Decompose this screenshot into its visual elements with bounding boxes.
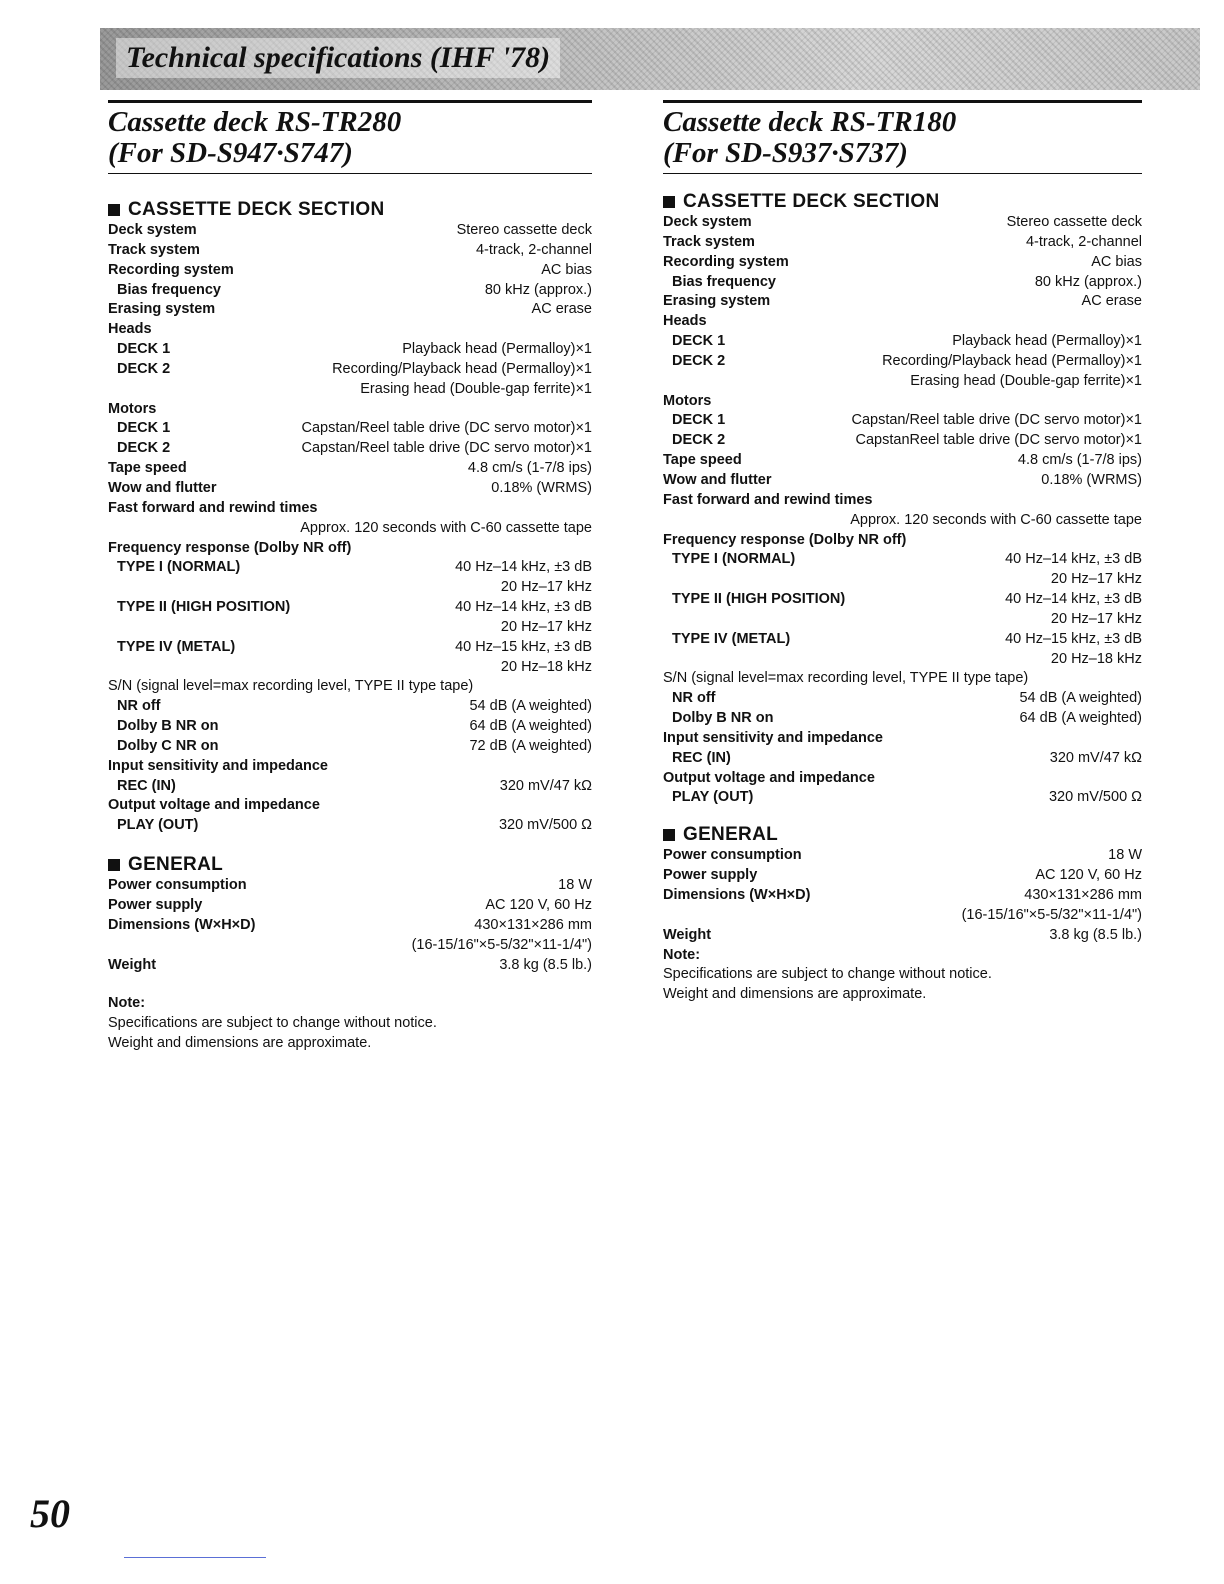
spec-row: NR off 54 dB (A weighted) (672, 690, 1142, 707)
spec-group-label: Heads (663, 313, 707, 330)
note-label: Note: (108, 995, 146, 1012)
spec-row: Power supply AC 120 V, 60 Hz (663, 867, 1142, 884)
spec-row: PLAY (OUT) 320 mV/500 Ω (117, 817, 592, 834)
note-text: Specifications are subject to change without notice. (108, 1015, 437, 1032)
section-heading-cassette-deck: CASSETTE DECK SECTION (108, 199, 592, 221)
spec-row: TYPE II (HIGH POSITION) 40 Hz–14 kHz, ±3 dB (117, 599, 592, 616)
spec-row: Wow and flutter 0.18% (WRMS) (108, 479, 592, 496)
spec-row: Tape speed 4.8 cm/s (1-7/8 ips) (108, 460, 592, 477)
spec-column-rs-tr180 (663, 100, 1142, 1005)
page-heading: Technical specifications (IHF '78) (116, 38, 560, 78)
footer-rule (124, 1557, 266, 1558)
spec-row-continuation: (16-15/16"×5-5/32"×11-1/4") (411, 936, 592, 953)
spec-row-continuation: 20 Hz–17 kHz (1050, 571, 1142, 588)
spec-column-rs-tr280 (108, 100, 592, 1054)
spec-row: Dolby B NR on 64 dB (A weighted) (672, 710, 1142, 727)
spec-row-continuation: 20 Hz–17 kHz (500, 618, 592, 635)
spec-group-label: Input sensitivity and impedance (108, 757, 328, 774)
spec-row: Power consumption 18 W (108, 877, 592, 894)
spec-row: Erasing system AC erase (108, 301, 592, 318)
bullet-square-icon (108, 859, 120, 871)
spec-row: Track system 4-track, 2-channel (108, 241, 592, 258)
spec-row-continuation: (16-15/16"×5-5/32"×11-1/4") (961, 906, 1142, 923)
spec-row: REC (IN) 320 mV/47 kΩ (672, 749, 1142, 766)
model-title-line2: (For SD-S937·S737) (663, 137, 908, 169)
note-label: Note: (663, 946, 701, 963)
title-rule-top (663, 100, 1142, 103)
spec-row-continuation: Approx. 120 seconds with C-60 cassette tape (850, 511, 1142, 528)
bullet-square-icon (108, 204, 120, 216)
spec-row: Dimensions (W×H×D) 430×131×286 mm (663, 887, 1142, 903)
spec-row-continuation: 20 Hz–17 kHz (1050, 610, 1142, 627)
note-text: Weight and dimensions are approximate. (663, 986, 927, 1003)
spec-row: Track system 4-track, 2-channel (663, 233, 1142, 250)
spec-group-label: Output voltage and impedance (663, 769, 875, 786)
spec-row: Bias frequency 80 kHz (approx.) (672, 273, 1142, 290)
spec-group-label: Motors (663, 392, 712, 409)
spec-row: TYPE IV (METAL) 40 Hz–15 kHz, ±3 dB (672, 630, 1142, 647)
spec-row-continuation: Erasing head (Double-gap ferrite)×1 (360, 380, 592, 397)
spec-row: Weight 3.8 kg (8.5 lb.) (663, 926, 1142, 943)
spec-row: Erasing system AC erase (663, 293, 1142, 310)
spec-row: TYPE I (NORMAL) 40 Hz–14 kHz, ±3 dB (672, 551, 1142, 568)
note-text: Specifications are subject to change without notice. (663, 966, 992, 983)
model-title (108, 107, 592, 169)
spec-row: Dolby C NR on 72 dB (A weighted) (117, 737, 592, 754)
spec-group-label: Input sensitivity and impedance (663, 729, 883, 746)
spec-row: Wow and flutter 0.18% (WRMS) (663, 471, 1142, 488)
spec-row: TYPE IV (METAL) 40 Hz–15 kHz, ±3 dB (117, 638, 592, 655)
spec-row: DECK 2 Capstan/Reel table drive (DC servo motor)×1 (117, 440, 592, 457)
spec-row: DECK 2 Recording/Playback head (Permalloy)×1 (672, 352, 1142, 369)
spec-group-label: Fast forward and rewind times (663, 491, 873, 508)
note-text: Weight and dimensions are approximate. (108, 1035, 372, 1052)
spec-group-label: S/N (signal level=max recording level, TYPE II type tape) (663, 670, 1029, 687)
spec-row-continuation: 20 Hz–18 kHz (1050, 650, 1142, 667)
spec-row-continuation: 20 Hz–17 kHz (500, 579, 592, 596)
spec-row: PLAY (OUT) 320 mV/500 Ω (672, 789, 1142, 806)
spec-row: Tape speed 4.8 cm/s (1-7/8 ips) (663, 452, 1142, 469)
spec-row: REC (IN) 320 mV/47 kΩ (117, 777, 592, 794)
spec-row: Recording system AC bias (108, 261, 592, 278)
section-heading-general: GENERAL (108, 854, 592, 876)
spec-group-label: Fast forward and rewind times (108, 499, 318, 516)
spec-row: Bias frequency 80 kHz (approx.) (117, 281, 592, 298)
spec-row: DECK 1 Playback head (Permalloy)×1 (672, 333, 1142, 350)
title-rule-top (108, 100, 592, 103)
spec-group-label: Output voltage and impedance (108, 797, 320, 814)
model-title (663, 107, 1142, 169)
model-title-line2: (For SD-S947·S747) (108, 137, 353, 169)
spec-row: TYPE II (HIGH POSITION) 40 Hz–14 kHz, ±3 dB (672, 591, 1142, 608)
spec-group-label: Heads (108, 321, 152, 338)
spec-row: DECK 2 CapstanReel table drive (DC servo motor)×1 (672, 432, 1142, 449)
spec-row-continuation: Approx. 120 seconds with C-60 cassette tape (300, 519, 592, 536)
header-banner (100, 28, 1200, 90)
model-title-line1: Cassette deck RS-TR280 (108, 106, 402, 138)
spec-row-continuation: Erasing head (Double-gap ferrite)×1 (910, 372, 1142, 389)
model-title-line1: Cassette deck RS-TR180 (663, 106, 957, 138)
spec-row: Dolby B NR on 64 dB (A weighted) (117, 718, 592, 735)
bullet-square-icon (663, 196, 675, 208)
section-heading-cassette-deck: CASSETTE DECK SECTION (663, 191, 1142, 213)
spec-row: DECK 1 Playback head (Permalloy)×1 (117, 341, 592, 358)
spec-row: Power supply AC 120 V, 60 Hz (108, 897, 592, 913)
spec-row: NR off 54 dB (A weighted) (117, 698, 592, 715)
spec-row: Power consumption 18 W (663, 847, 1142, 864)
spec-group-label: Motors (108, 400, 157, 417)
spec-row: Weight 3.8 kg (8.5 lb.) (108, 956, 592, 973)
page-number: 50 (30, 1491, 70, 1536)
spec-row: DECK 1 Capstan/Reel table drive (DC servo motor)×1 (672, 412, 1142, 429)
spec-row: DECK 1 Capstan/Reel table drive (DC servo motor)×1 (117, 420, 592, 437)
spec-row: Recording system AC bias (663, 253, 1142, 270)
spec-row: Dimensions (W×H×D) 430×131×286 mm (108, 916, 592, 933)
spec-row: DECK 2 Recording/Playback head (Permalloy)×1 (117, 360, 592, 377)
spec-row: TYPE I (NORMAL) 40 Hz–14 kHz, ±3 dB (117, 559, 592, 576)
spec-group-label: Frequency response (Dolby NR off) (108, 539, 352, 556)
spec-group-label: S/N (signal level=max recording level, TYPE II type tape) (108, 678, 474, 695)
spec-row: Deck system Stereo cassette deck (663, 214, 1142, 230)
spec-group-label: Frequency response (Dolby NR off) (663, 531, 907, 548)
section-heading-general: GENERAL (663, 824, 1142, 846)
spec-row-continuation: 20 Hz–18 kHz (500, 658, 592, 675)
spec-row: Deck system Stereo cassette deck (108, 222, 592, 238)
bullet-square-icon (663, 829, 675, 841)
